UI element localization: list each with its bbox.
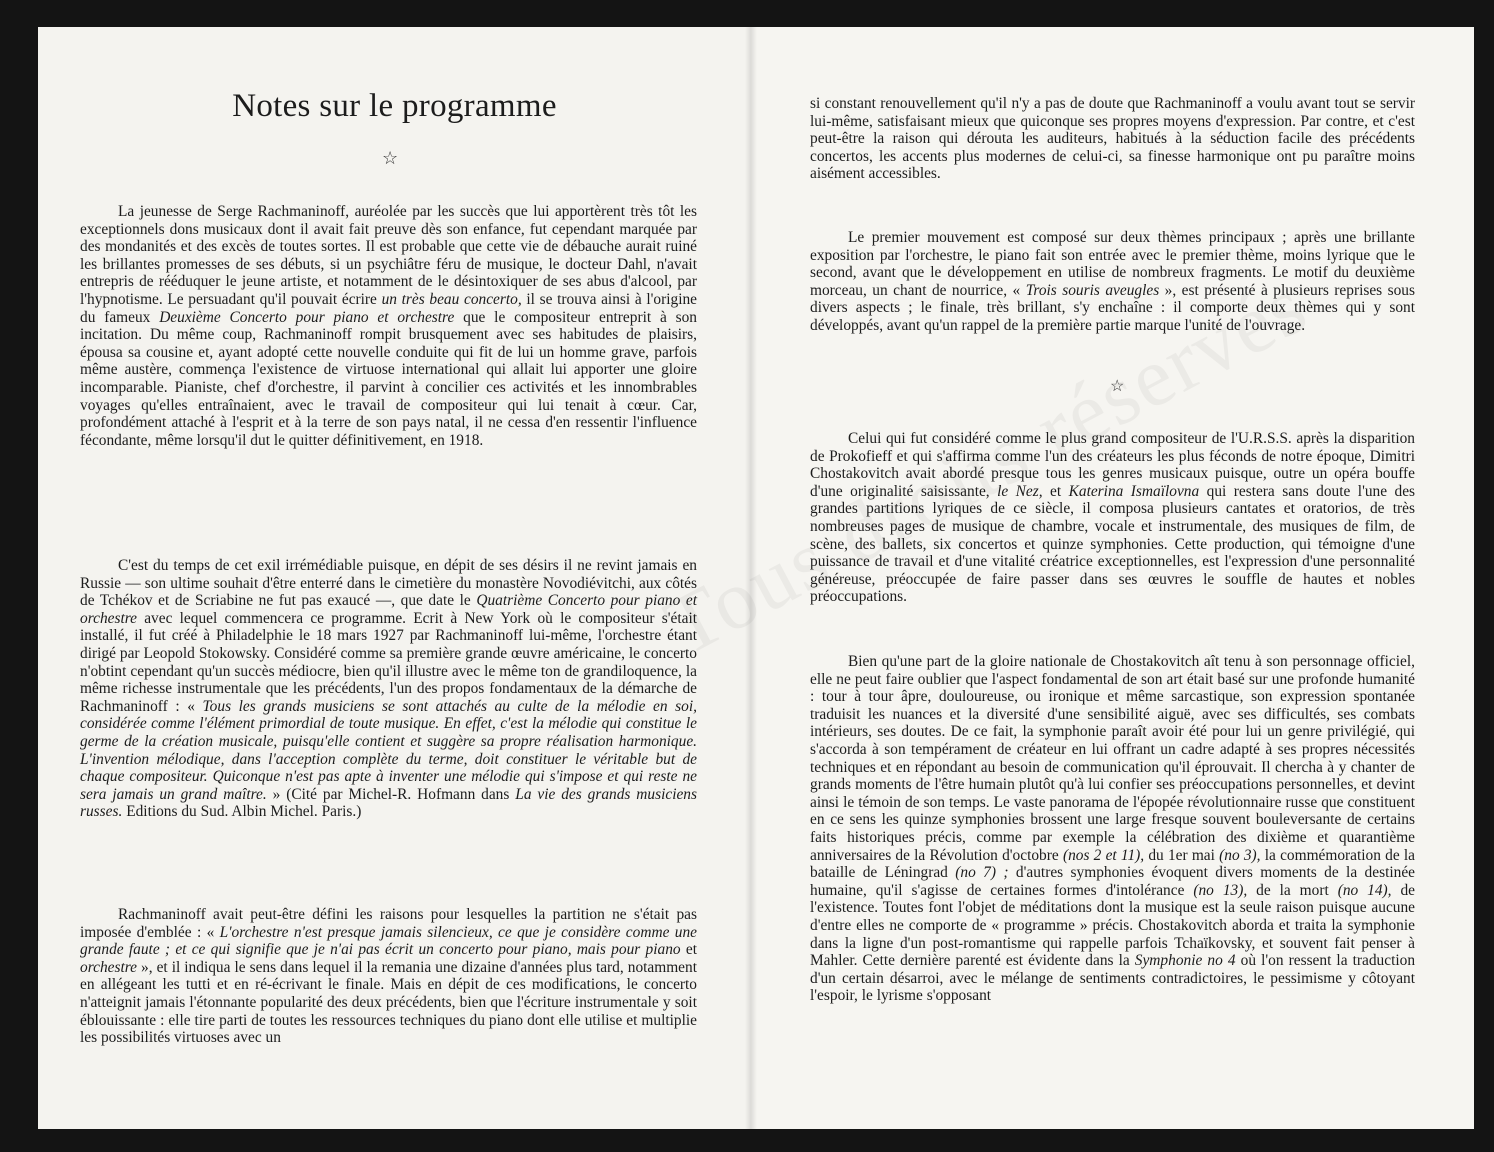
paragraph-fourth-concerto: C'est du temps de cet exil irrémédiable puisque, en dépit de ses désirs il ne revint jamais en Russie — son ultime souhait d'être enterré dans le cimetière du monastère Novodiévitchi, aux côtés de Tchékov et de Scriabine ne fut pas exaucé —, que date le Quatrième Concerto pour piano et orchestre avec lequel commencera ce programme. Ecrit à New York où le compositeur s'était installé, il fut créé à Philadelphie le 18 mars 1927 par Rachmaninoff lui-même, l'orchestre étant dirigé par Leopold Stokowsky. Considéré comme sa première grande œuvre américaine, le concerto n'obtint cependant qu'un succès médiocre, bien qu'il illustre avec le même ton de grandiloquence, la même richesse instrumentale que les précédents, l'un des propos fondamentaux de la démarche de Rachmaninoff : « Tous les grands musiciens se sont attachés au culte de la mélodie en soi, considérée comme l'élément primordial de toute musique. En effet, c'est la mélodie qui constitue le germe de la création musicale, puisqu'elle contient et suggère sa propre réalisation harmonique. L'invention mélodique, dans l'acception complète du terme, doit constituer le véritable but de chaque compositeur. Quiconque n'est pas apte à inventer une mélodie qui s'impose et qui reste ne sera jamais un grand maître. » (Cité par Michel-R. Hofmann dans La vie des grands musiciens russes. Editions du Sud. Albin Michel. Paris.) [80, 557, 697, 821]
star-separator-icon: ☆ [1110, 378, 1125, 395]
page-gutter [745, 27, 757, 1129]
paragraph-continuation: si constant renouvellement qu'il n'y a pas de doute que Rachmaninoff a voulu avant tout se servir lui-même, satisfaisant mieux que quiconque ses propres moyens d'expression. Par contre, et c'est peut-être la raison qui dérouta les auditeurs, habitués à la séduction facile des précédents concertos, les accents plus modernes de celui-ci, sa finesse harmonique ont pu paraître moins aisément accessibles. [810, 95, 1415, 183]
paragraph-revision: Rachmaninoff avait peut-être défini les raisons pour lesquelles la partition ne s'était pas imposée d'emblée : « L'orchestre n'est presque jamais silencieux, ce que je considère comme une grande faute ; et ce qui signifie que je n'ai pas écrit un concerto pour piano, mais pour piano et orchestre », et il indiqua le sens dans lequel il la remania une dizaine d'années plus tard, notamment en allégeant les tutti et en ré-écrivant le finale. Mais en dépit de ces modifications, le concerto n'atteignit jamais l'étonnante popularité des deux précédents, bien que l'écriture instrumentale y soit éblouissante : elle tire parti de toutes les ressources techniques du piano dont elle utilise et multiplie les possibilités virtuoses avec un [80, 906, 697, 1047]
paragraph-rachmaninoff-youth: La jeunesse de Serge Rachmaninoff, auréolée par les succès que lui apportèrent très tôt les exceptionnels dons musicaux dont il avait fait preuve dès son enfance, fut cependant marquée par des mondanités et des excès de toutes sortes. Il est probable que cette vie de débauche aurait ruiné les brillantes promesses de ses débuts, si un psychiâtre féru de musique, le docteur Dahl, n'avait entrepris de rééduquer le jeune artiste, et notamment de le désintoxiquer de ses abus d'alcool, par l'hypnotisme. Le persuadant qu'il pouvait écrire un très beau concerto, il se trouva ainsi à l'origine du fameux Deuxième Concerto pour piano et orchestre que le compositeur entreprit à son incitation. Du même coup, Rachmaninoff rompit brusquement avec ses habitudes de plaisirs, épousa sa cousine et, ayant adopté cette nouvelle conduite qui fit de lui un homme grave, parfois même austère, commença l'existence de virtuose international qui allait lui apporter une gloire incomparable. Pianiste, chef d'orchestre, il parvint à concilier ces activités et les innombrables voyages qu'elles entraînaient, avec le travail de compositeur qui lui tenait à cœur. Car, profondément attaché à l'esprit et à la terre de son pays natal, il ne cessa d'en ressentir l'influence fécondante, même lorsqu'il dut le quitter définitivement, en 1918. [80, 203, 697, 449]
paragraph-shostakovich-intro: Celui qui fut considéré comme le plus grand compositeur de l'U.R.S.S. après la disparition de Prokofieff et qui s'affirma comme l'un des créateurs les plus féconds de notre époque, Dimitri Chostakovitch avait abordé presque tous les genres musicaux puisque, outre un opéra bouffe d'une originalité saisissante, le Nez, et Katerina Ismaïlovna qui restera sans doute l'une des grandes partitions lyriques de ce siècle, il composa plusieurs cantates et oratorios, de très nombreuses pages de musique de chambre, vocale et instrumentale, des musiques de film, de scène, des ballets, six concertos et quinze symphonies. Cette production, qui témoigne d'une puissance de travail et d'une vitalité créatrice exceptionnelles, est l'expression d'une personnalité généreuse, préoccupée de faire passer dans ses œuvres le souffle de hautes et nobles préoccupations. [810, 430, 1416, 606]
paragraph-first-movement: Le premier mouvement est composé sur deux thèmes principaux ; après une brillante exposition par l'orchestre, le piano fait son entrée avec le premier thème, moins lyrique que le second, avant que le développement en utilise de nombreux fragments. Le motif du deuxième morceau, un chant de nourrice, « Trois souris aveugles », est présenté à plusieurs reprises sous divers aspects ; le finale, très brillant, s'y enchaîne : il comporte deux thèmes qui y sont développés, avant qu'un rappel de la première partie marque l'unité de l'ouvrage. [810, 229, 1415, 334]
star-ornament-icon: ☆ [382, 148, 399, 168]
paragraph-shostakovich-symphonies: Bien qu'une part de la gloire nationale de Chostakovitch aît tenu à son personnage officiel, elle ne peut faire oublier que l'aspect fondamental de son art était basé sur une profonde humanité : tour à tour âpre, douloureuse, ou ironique et même sarcastique, son expression spontanée traduisit les nuances et la diversité d'une sensibilité aiguë, avec ses difficultés, ses combats intérieurs, ses doutes. De ce fait, la symphonie paraît avoir été pour lui un genre privilégié, qui s'accorda à son tempérament de créateur en lui offrant un cadre adapté à ses propres nécessités techniques et en répondant au besoin de communication qu'il éprouvait. Il chercha à y chanter de grands moments de l'être humain plutôt qu'à lui confier ses préoccupations personnelles, et devint ainsi le témoin de son temps. Le vaste panorama de l'épopée révolutionnaire russe que constituent en ce sens les quinze symphonies brossent une large fresque souvent bouleversante de certains faits historiques précis, comme par exemple la célébration des dixième et quarantième anniversaires de la Révolution d'octobre (nos 2 et 11), du 1er mai (no 3), la commémoration de la bataille de Léningrad (no 7) ; d'autres symphonies évoquent divers moments de la destinée humaine, qu'il s'agisse de certaines formes d'intolérance (no 13), de la mort (no 14), de l'existence. Toutes font l'objet de méditations dont la musique est la seule raison puisque aucune d'entre elles ne comporte de « programme » précis. Chostakovitch aborda et traita la symphonie dans la ligne d'un post-romantisme qui rappelle parfois Tchaïkovsky, et souvent fait penser à Mahler. Cette dernière parenté est évidente dans la Symphonie no 4 où l'on ressent la traduction d'un certain désarroi, avec le mélange de sentiments contradictoires, le pessimisme y côtoyant l'espoir, le lyrisme s'opposant [810, 653, 1416, 1005]
page-title: Notes sur le programme [232, 88, 557, 124]
